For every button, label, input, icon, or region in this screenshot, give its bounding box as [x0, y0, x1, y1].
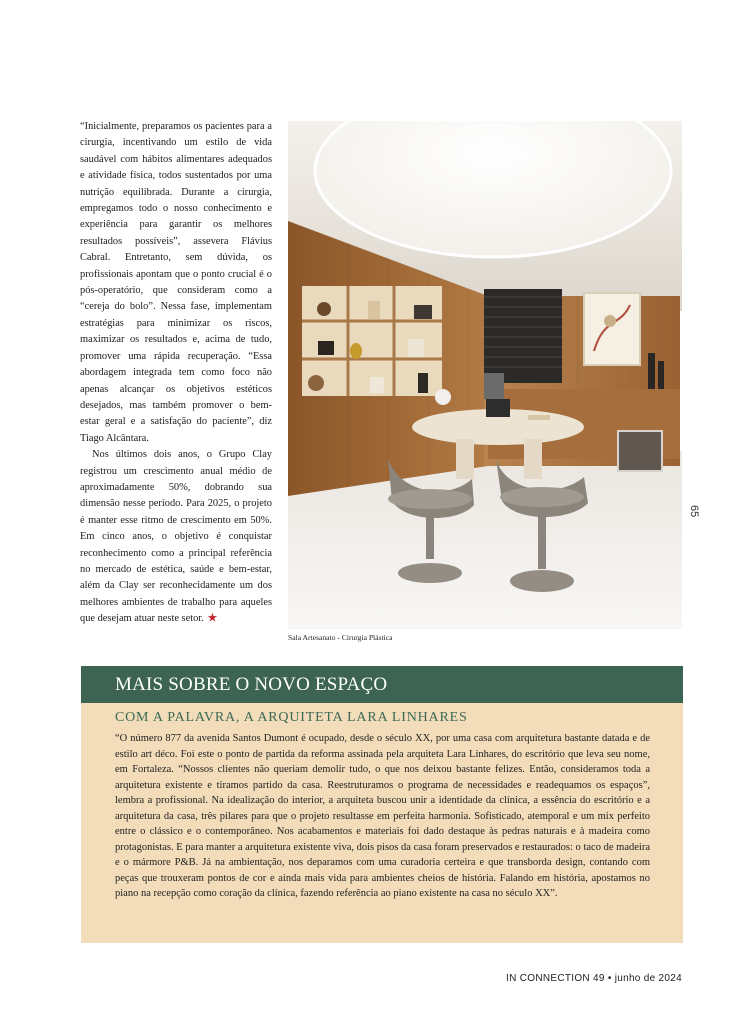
sidebar-box-header — [81, 666, 683, 703]
sidebar-box-body — [81, 703, 683, 943]
article-paragraph-1: “Inicialmente, preparamos os pacientes para a cirurgia, incentivando um estilo de vida saudável com hábitos alimentares adequados e atividade física, todos sustentados por uma nutrição equilibrada. Durante a cirurgia, empregamos todo o nosso conhecimento e experiência para garantir os melhores resultados possíveis”, assevera Flávius Cabral. Entretanto, sem dúvida, os profissionais apontam que o ponto crucial é o pós-operatório, que consideram como a “cereja do bolo”. Nessa fase, implementam estratégias para minimizar os riscos, maximizar os resultados e, acima de tudo, promover uma rápida recuperação. “Essa abordagem integrada tem como foco não apenas alcançar os objetivos estéticos desejados, mas também promover o bem-estar geral e a satisfação do paciente”, diz Tiago Alcântara. — [80, 121, 272, 444]
office-photo — [288, 121, 682, 629]
page-footer: IN CONNECTION 49 • junho de 2024 — [506, 973, 682, 984]
article-paragraph-2-text: Nos últimos dois anos, o Grupo Clay registrou um crescimento anual médio de aproximadamente 50%, dobrando sua dimensão nesse período. Para 2025, o projeto é manter esse ritmo de crescimento em 50%. Em cinco anos, o objetivo é conquistar reconhecimento como a principal referência no mercado de estética, saúde e bem-estar, além da Clay ser reconhecidamente um dos melhores ambientes de trabalho para aqueles que desejam atuar neste setor. — [80, 449, 272, 625]
sidebar-box-text: “O número 877 da avenida Santos Dumont é ocupado, desde o século XX, por uma casa com arquitetura bastante datada e de estilo art déco. Foi este o ponto de partida da reforma assinada pela arquiteta Lara Linhares, do escritório que leva seu nome, em Fortaleza. “Nossos clientes não queriam demolir tudo, o que nos deixou bastante felizes. Então, consideramos toda a arquitetura existente e tiramos partido da casa. Reestruturamos o programa de necessidades e readequamos os espaços”, lembra a profissional. Na idealização do interior, a arquiteta buscou unir a identidade da clínica, a essência do escritório e a arquitetura da casa, três pilares para que o projeto resultasse em perfeita harmonia. Sofisticado, atemporal e um mix perfeito entre o clássico e o contemporâneo. Nos acabamentos e materiais foi dado destaque às pedras naturais e à madeira como protagonistas. E para manter a arquitetura existente viva, dois pisos da casa foram preservados e restaurados: o taco de madeira e o mármore P&B. Já na ambientação, nos deparamos com uma curadoria certeira e que transborda design, contando com peças que trouxeram pontos de cor e ainda mais vida para ambientes cheios de história. Falando em história, apostamos no piano na recepção como coração da clínica, fazendo referência ao piano existente na casa no século XX”. — [115, 733, 650, 899]
end-mark-star-icon: ★ — [207, 613, 218, 625]
article-paragraph-2 — [80, 447, 272, 627]
page-number: 65 — [688, 505, 700, 518]
article-column — [80, 119, 272, 628]
photo-caption: Sala Artesanato - Cirurgia Plástica — [288, 633, 393, 642]
sidebar-box-title: MAIS SOBRE O NOVO ESPAÇO — [115, 674, 388, 695]
sidebar-box-subtitle: COM A PALAVRA, A ARQUITETA LARA LINHARES — [115, 710, 468, 725]
